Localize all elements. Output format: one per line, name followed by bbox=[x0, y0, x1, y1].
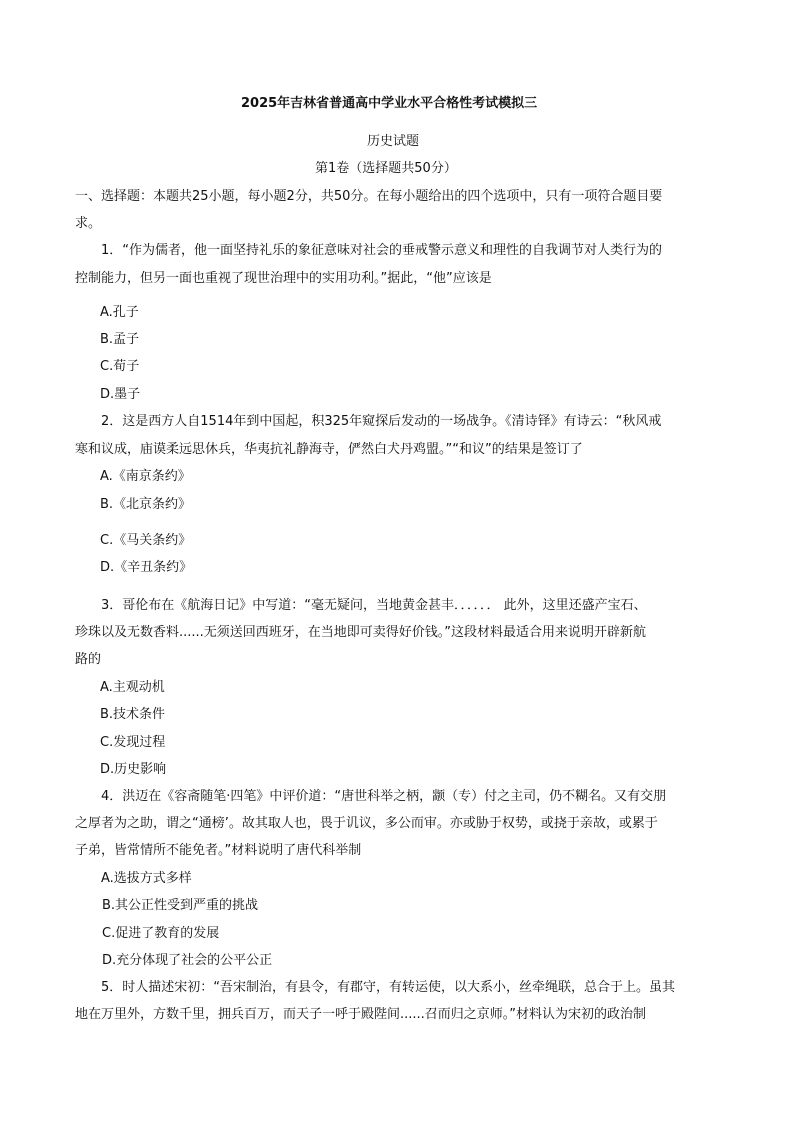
question-1-text: 1．“作为儒者，他一面坚持礼乐的象征意味对社会的垂戒警示意义和理性的自我调节对人类行为的 bbox=[101, 243, 663, 258]
question-3-option-a[interactable]: A.主观动机 bbox=[100, 680, 165, 695]
question-3-text: 珍珠以及无数香料......无须送回西班牙，在当地即可卖得好价钱。”这段材料最适合用来说明开辟新航 bbox=[75, 625, 647, 640]
instructions-line: 一、选择题：本题共25小题，每小题2分，共50分。在每小题给出的四个选项中，只有一项符合题目要 bbox=[75, 189, 663, 204]
exam-title: 2025年吉林省普通高中学业水平合格性考试模拟三 bbox=[241, 96, 538, 111]
question-1-option-b[interactable]: B.孟子 bbox=[100, 332, 140, 347]
instructions-line: 求。 bbox=[75, 216, 102, 231]
question-2-text: 2．这是西方人自1514年到中国起，积325年窥探后发动的一场战争。《清诗铎》有诗云：“秋风戒 bbox=[101, 414, 662, 429]
question-2-option-c[interactable]: C.《马关条约》 bbox=[100, 533, 192, 548]
question-4-text: 4．洪迈在《容斋随笔·四笔》中评价道：“唐世科举之柄，颛（专）付之主司，仍不糊名。又有交朋 bbox=[101, 789, 667, 804]
question-2-option-d[interactable]: D.《辛丑条约》 bbox=[100, 560, 193, 575]
question-3-text: 3．哥伦布在《航海日记》中写道：“毫无疑问，当地黄金甚丰．．．．．． 此外，这里还盛产宝石、 bbox=[101, 598, 647, 613]
question-4-option-a[interactable]: A.选拔方式多样 bbox=[101, 871, 192, 886]
question-4-text: 子弟，皆常情所不能免者。”材料说明了唐代科举制 bbox=[75, 843, 362, 858]
question-3-option-b[interactable]: B.技术条件 bbox=[100, 707, 166, 722]
question-2-option-b[interactable]: B.《北京条约》 bbox=[100, 497, 192, 512]
subject-title: 历史试题 bbox=[367, 134, 420, 149]
question-3-option-c[interactable]: C.发现过程 bbox=[100, 735, 166, 750]
question-2-text: 寒和议成，庙谟柔远思休兵，华夷抗礼静海寺，俨然白犬丹鸡盟。”“和议”的结果是签订了 bbox=[75, 442, 583, 457]
question-5-text: 地在万里外，方数千里，拥兵百万，而天子一呼于殿陛间......召而归之京师。”材料认为宋初的政治制 bbox=[75, 1007, 647, 1022]
question-5-text: 5．时人描述宋初：“吾宋制治，有县令，有郡守，有转运使，以大系小，丝牵绳联，总合于上。虽其 bbox=[101, 980, 676, 995]
question-1-option-c[interactable]: C.荀子 bbox=[100, 359, 140, 374]
question-4-option-d[interactable]: D.充分体现了社会的公平公正 bbox=[102, 953, 273, 968]
question-1-option-d[interactable]: D.墨子 bbox=[100, 387, 141, 402]
question-4-option-c[interactable]: C.促进了教育的发展 bbox=[102, 926, 220, 941]
question-3-text: 路的 bbox=[75, 652, 102, 667]
question-4-text: 之厚者为之助，谓之“通榜’。故其取人也，畏于讥议，多公而审。亦或胁于权势，或挠于亲故，或累于 bbox=[75, 816, 658, 831]
question-1-text: 控制能力，但另一面也重视了现世治理中的实用功利。”据此，“他”应该是 bbox=[75, 271, 492, 286]
question-3-option-d[interactable]: D.历史影响 bbox=[100, 762, 167, 777]
question-4-option-b[interactable]: B.其公正性受到严重的挑战 bbox=[102, 898, 259, 913]
question-1-option-a[interactable]: A.孔子 bbox=[100, 305, 139, 320]
question-2-option-a[interactable]: A.《南京条约》 bbox=[100, 469, 191, 484]
volume-title: 第1卷（选择题共50分） bbox=[315, 161, 457, 176]
